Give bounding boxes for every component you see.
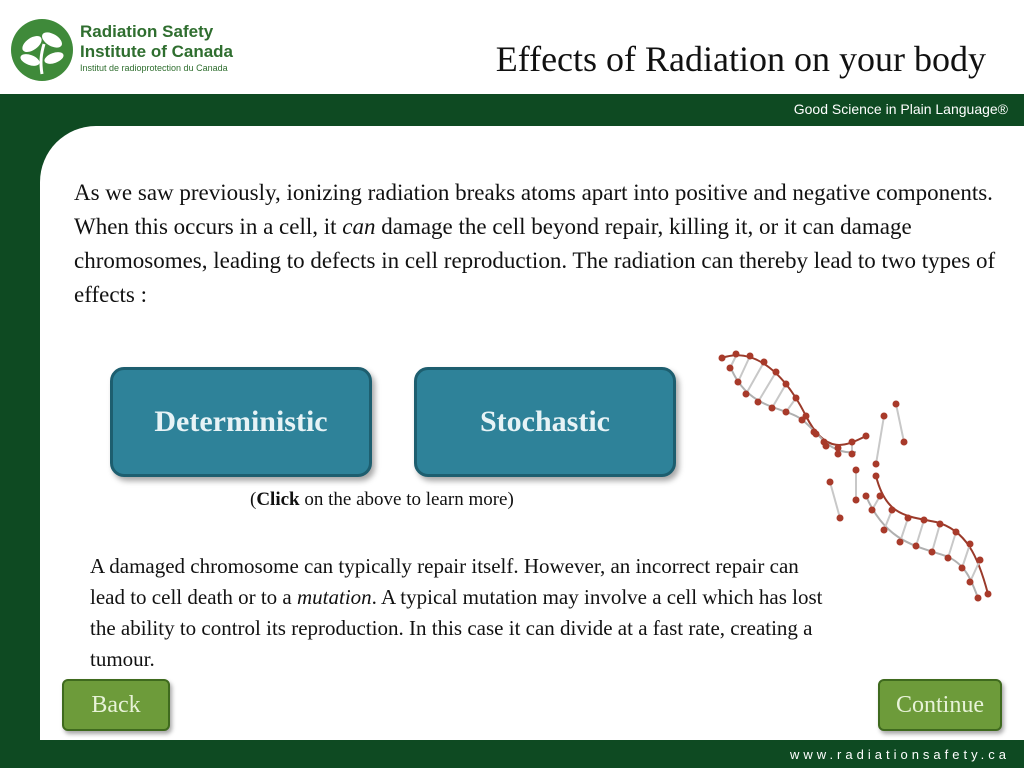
body-part2: . A typical mutation may involve a cell which has lost the ability to control its reproduction. In this case it can divide at a fast rate, creating a tumour. bbox=[90, 585, 823, 671]
logo bbox=[10, 18, 250, 82]
body-emphasis: mutation bbox=[297, 585, 372, 609]
stochastic-button[interactable]: Stochastic bbox=[414, 367, 676, 477]
body-part1: A damaged chromosome can typically repair itself. However, an incorrect repair can lead to cell death or to a bbox=[90, 554, 799, 609]
logo-line3: Institut de radioprotection du Canada bbox=[80, 63, 228, 73]
intro-emphasis: can bbox=[342, 214, 376, 239]
hint-rest: on the above to learn more) bbox=[299, 489, 514, 510]
deterministic-button[interactable]: Deterministic bbox=[110, 367, 372, 477]
logo-line1: Radiation Safety bbox=[80, 22, 214, 41]
website-url: www.radiationsafety.ca bbox=[790, 747, 1010, 762]
back-button[interactable]: Back bbox=[62, 679, 170, 731]
leaf-logo-icon bbox=[10, 18, 74, 82]
logo-line2: Institute of Canada bbox=[80, 42, 234, 61]
logo-text bbox=[80, 22, 233, 75]
continue-button[interactable]: Continue bbox=[878, 679, 1002, 731]
hint-bold: Click bbox=[256, 489, 300, 510]
page-title: Effects of Radiation on your body bbox=[495, 39, 986, 79]
intro-part1: As we saw previously, ionizing radiation breaks atoms apart into positive and negative components. When this occurs in a cell, it bbox=[74, 180, 993, 239]
intro-paragraph bbox=[74, 176, 1004, 312]
dna-fragments bbox=[830, 404, 904, 518]
dna-upper-strand bbox=[722, 355, 866, 454]
intro-part2: damage the cell beyond repair, killing it, or it can damage chromosomes, leading to defects in cell reproduction. The radiation can thereby lead to two types of effects : bbox=[74, 214, 996, 307]
click-hint bbox=[250, 489, 514, 511]
body-paragraph bbox=[90, 551, 830, 675]
hint-open: ( bbox=[250, 489, 257, 510]
tagline: Good Science in Plain Language® bbox=[793, 101, 1008, 117]
